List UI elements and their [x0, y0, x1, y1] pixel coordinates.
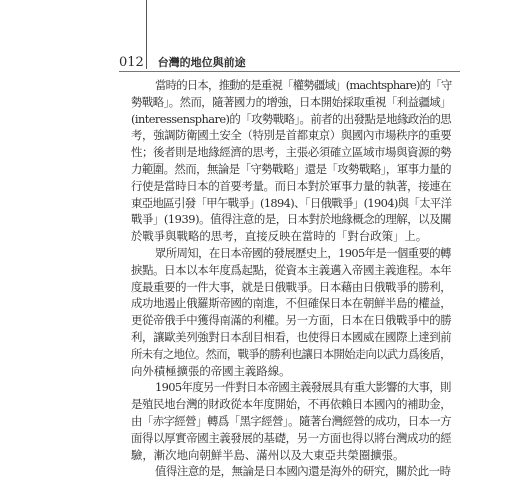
- body-text: [131, 77, 451, 480]
- page-number: 012: [119, 55, 144, 70]
- paragraph: [131, 77, 451, 245]
- text-line: 行使是當時日本的首要考量。而日本對於軍事力量的執著，接連在: [131, 178, 452, 193]
- text-line: 所未有之地位。然而，戰爭的勝利也讓日本開始走向以武力爲後盾，: [131, 346, 451, 361]
- text-line: 性；後者則是地緣經濟的思考，主張必須確立區域市場與資源的勢: [131, 145, 452, 160]
- text-line: 由「赤字經營」轉爲「黑字經營」。隨著台灣經營的成功，日本一方: [131, 413, 452, 428]
- text-line: 驗，漸次地向朝鮮半島、滿州以及大東亞共榮圈擴張。: [131, 447, 405, 462]
- text-line: 是殖民地台灣的財政從本年度開始，不再依賴日本國內的補助金，: [131, 397, 452, 412]
- header-rule: [119, 71, 460, 72]
- text-line: 值得注意的是，無論是日本國內還是海外的研究，關於此一時: [155, 464, 451, 479]
- text-line: 面得以厚實帝國主義發展的基礎，另一方面也得以將台灣成功的經: [131, 430, 452, 445]
- text-line: 利，讓歐美列強對日本刮目相看，也使得日本國威在國際上達到前: [131, 329, 452, 344]
- text-line: 東亞地區引發「甲午戰爭」(1894)、「日俄戰爭」(1904)與「太平洋: [131, 195, 452, 210]
- text-line: (interessensphare)的「攻勢戰略」。前者的出發點是地緣政治的思: [131, 111, 452, 126]
- paragraph: [131, 245, 451, 379]
- paragraph: [131, 379, 451, 463]
- text-line: 勢戰略」。然而，隨著國力的增強，日本開始採取重視「利益疆域」: [131, 94, 452, 109]
- text-line: 戰爭」(1939)。值得注意的是，日本對於地緣概念的理解，以及關: [131, 212, 452, 227]
- text-line: 力範圍。然而，無論是「守勢戰略」還是「攻勢戰略」，軍事力量的: [131, 161, 452, 176]
- text-line: 向外積極擴張的帝國主義路線。: [131, 363, 291, 378]
- text-line: 眾所周知，在日本帝國的發展歷史上，1905年是一個重要的轉: [155, 245, 451, 260]
- text-line: 1905年度另一件對日本帝國主義發展具有重大影響的大事，則: [155, 380, 451, 395]
- text-line: 捩點。日本以本年度爲起點，從資本主義邁入帝國主義進程。本年: [131, 262, 452, 277]
- text-line: 度最重要的一件大事，就是日俄戰爭。日本藉由日俄戰爭的勝利，: [131, 279, 452, 294]
- text-line: 當時的日本，推動的是重視「權勢疆域」(machtsphare)的「守: [155, 78, 452, 92]
- running-header: [119, 54, 246, 70]
- book-title: 台灣的地位與前途: [157, 56, 246, 69]
- text-line: 成功地遏止俄羅斯帝國的南進，不但確保日本在朝鮮半島的權益，: [131, 296, 452, 311]
- text-line: 於戰爭與戰略的思考，直接反映在當時的「對台政策」上。: [131, 229, 428, 244]
- text-line: 更從帝俄手中獲得南滿的利權。另一方面，日本在日俄戰爭中的勝: [131, 313, 452, 328]
- paragraph: [131, 463, 451, 480]
- text-line: 考，強調防衛國土安全（特別是首都東京）與國內市場秩序的重要: [131, 128, 452, 143]
